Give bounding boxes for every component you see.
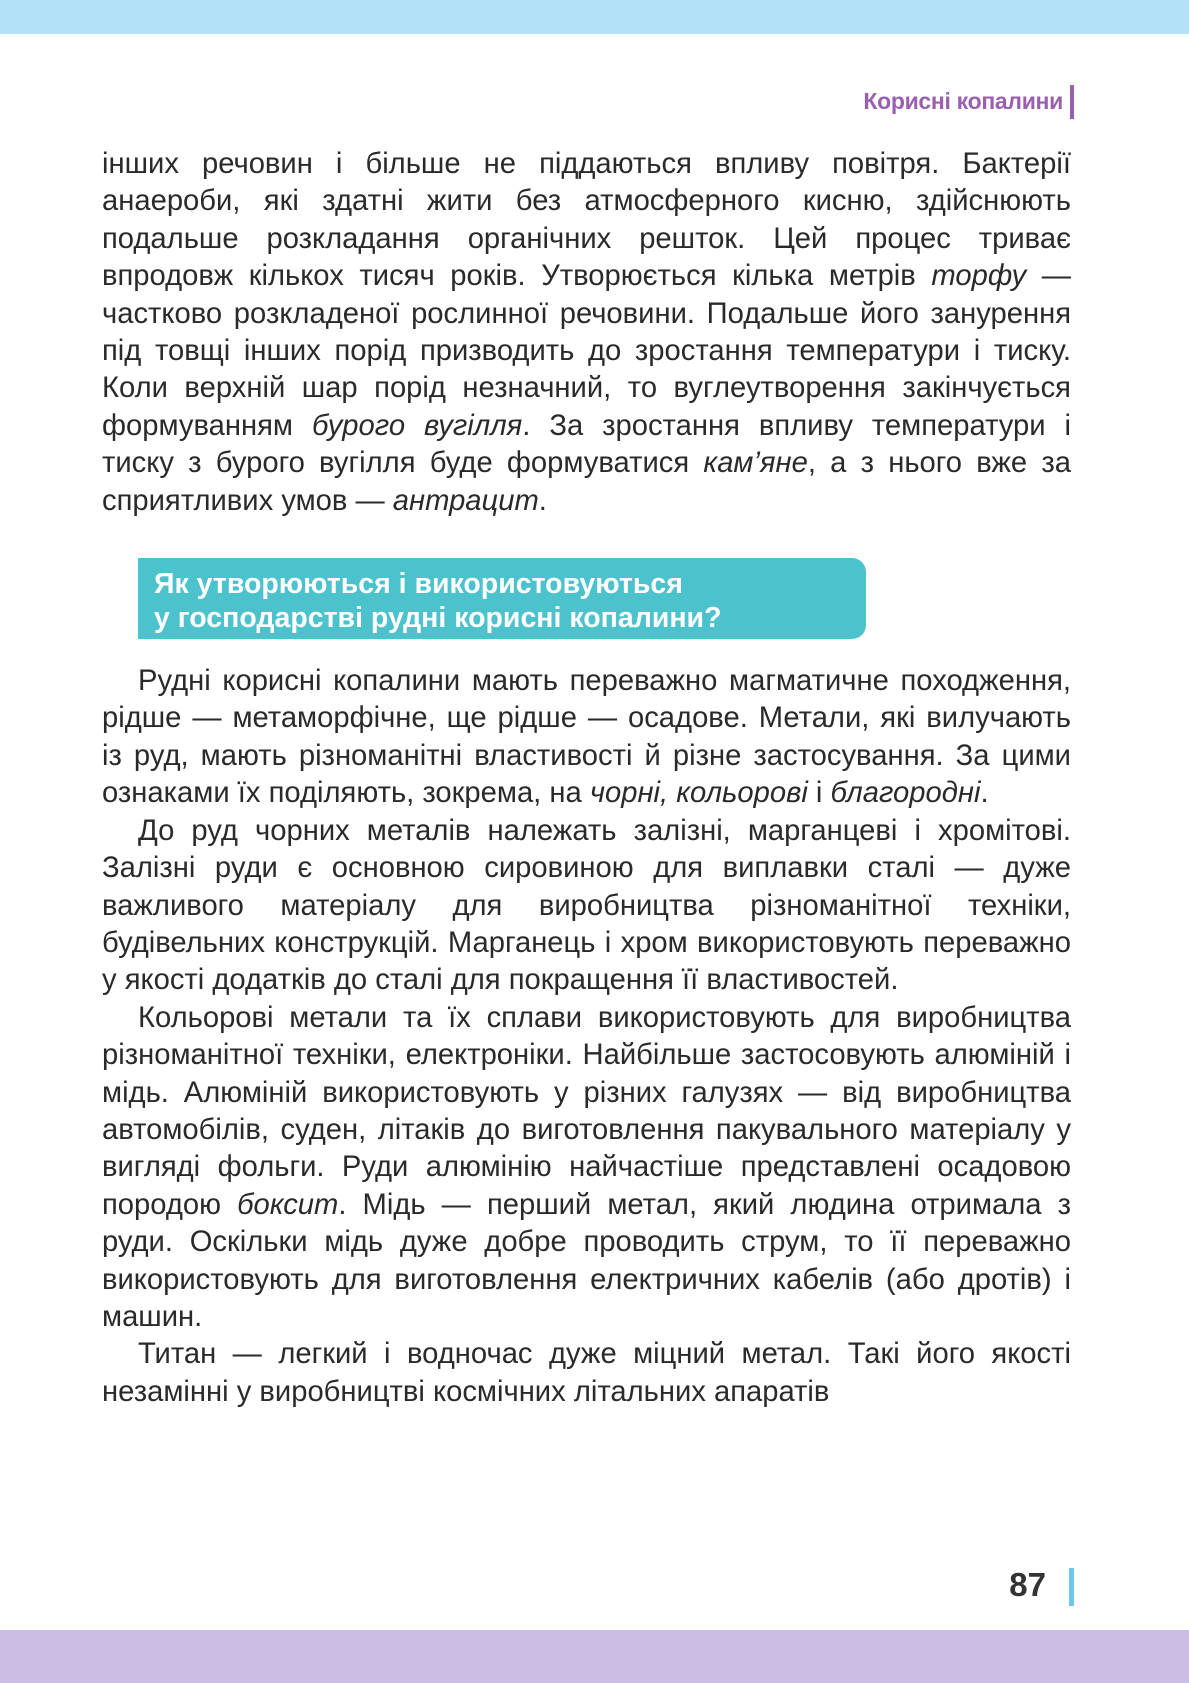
term-ferrous-nonferrous: чорні, кольорові: [589, 777, 808, 810]
top-color-band: [0, 0, 1189, 34]
term-hard-coal: кам’яне: [703, 447, 808, 480]
section-heading-line-2: у господарстві рудні корисні копалини?: [154, 602, 722, 635]
page-number-divider: [1069, 1568, 1074, 1606]
section-heading: [138, 558, 866, 639]
term-precious: благородні: [830, 777, 981, 810]
running-head-divider: [1070, 85, 1074, 119]
term-bauxite: боксит: [237, 1188, 339, 1221]
term-brown-coal: бурого вугілля: [311, 409, 523, 442]
paragraph-ferrous-metals: До руд чорних металів належать залізні, марганцеві і хромітові. Залізні руди є основною сировиною для виплавки сталі — дуже важливого матеріалу для виробництва різноманітної техніки, будівельних конструкцій. Марганець і хром використовують переважно у якості додатків до сталі для покращення її властивостей.: [102, 814, 1071, 997]
term-peat: торфу: [931, 260, 1027, 293]
paragraph-nonferrous-metals: Кольорові метали та їх сплави використовують для виробництва різноманітної техніки, електроніки. Найбільше застосовують алюміній і мідь. Алюміній використовують у різних галузях — від виробництва автомобілів, суден, літаків до виготовлення пакувального матеріалу у вигляді фольги. Руди алюмінію найчастіше представлені осадовою породою боксит. Мідь — перший метал, який людина отримала з руди. Оскільки мідь дуже добре проводить струм, то її переважно використовують для виготовлення електричних кабелів (або дротів) і машин.: [102, 1001, 1071, 1333]
paragraph-coal-formation: інших речовин і більше не піддаються впливу повітря. Бактерії анаероби, які здатні жити без атмосферного кисню, здійснюють подальше розкладання органічних решток. Цей процес триває впродовж кількох тисяч років. Утворюється кілька метрів торфу — частково розкладеної рослинної речовини. Подальше його занурення під товщі інших порід призводить до зростання температури і тиску. Коли верхній шар порід незначний, то вуглеутворення закінчується формуванням бурого вугілля. За зростання впливу температури і тиску з бурого вугілля буде формуватися кам’яне, а з нього вже за сприятливих умов — антрацит.: [102, 148, 1071, 517]
section-heading-line-1: Як утворюються і використовуються: [154, 568, 683, 601]
term-anthracite: антрацит: [392, 484, 539, 517]
paragraph-ore-minerals: Рудні корисні копалини мають переважно магматичне походження, рідше — метаморфічне, ще рідше — осадове. Метали, які вилучають із руд, мають різноманітні властивості й різне застосування. За цими ознаками їх поділяють, зокрема, на чорні, кольорові і благородні.: [102, 665, 1071, 810]
page-number: 87: [1009, 1566, 1046, 1603]
page-content: [102, 146, 1071, 1411]
running-head-section-title: Корисні копалини: [863, 88, 1063, 114]
paragraph-titanium: Титан — легкий і водночас дуже міцний метал. Такі його якості незамінні у виробництві космічних літальних апаратів: [102, 1338, 1071, 1408]
bottom-color-band: [0, 1630, 1189, 1683]
